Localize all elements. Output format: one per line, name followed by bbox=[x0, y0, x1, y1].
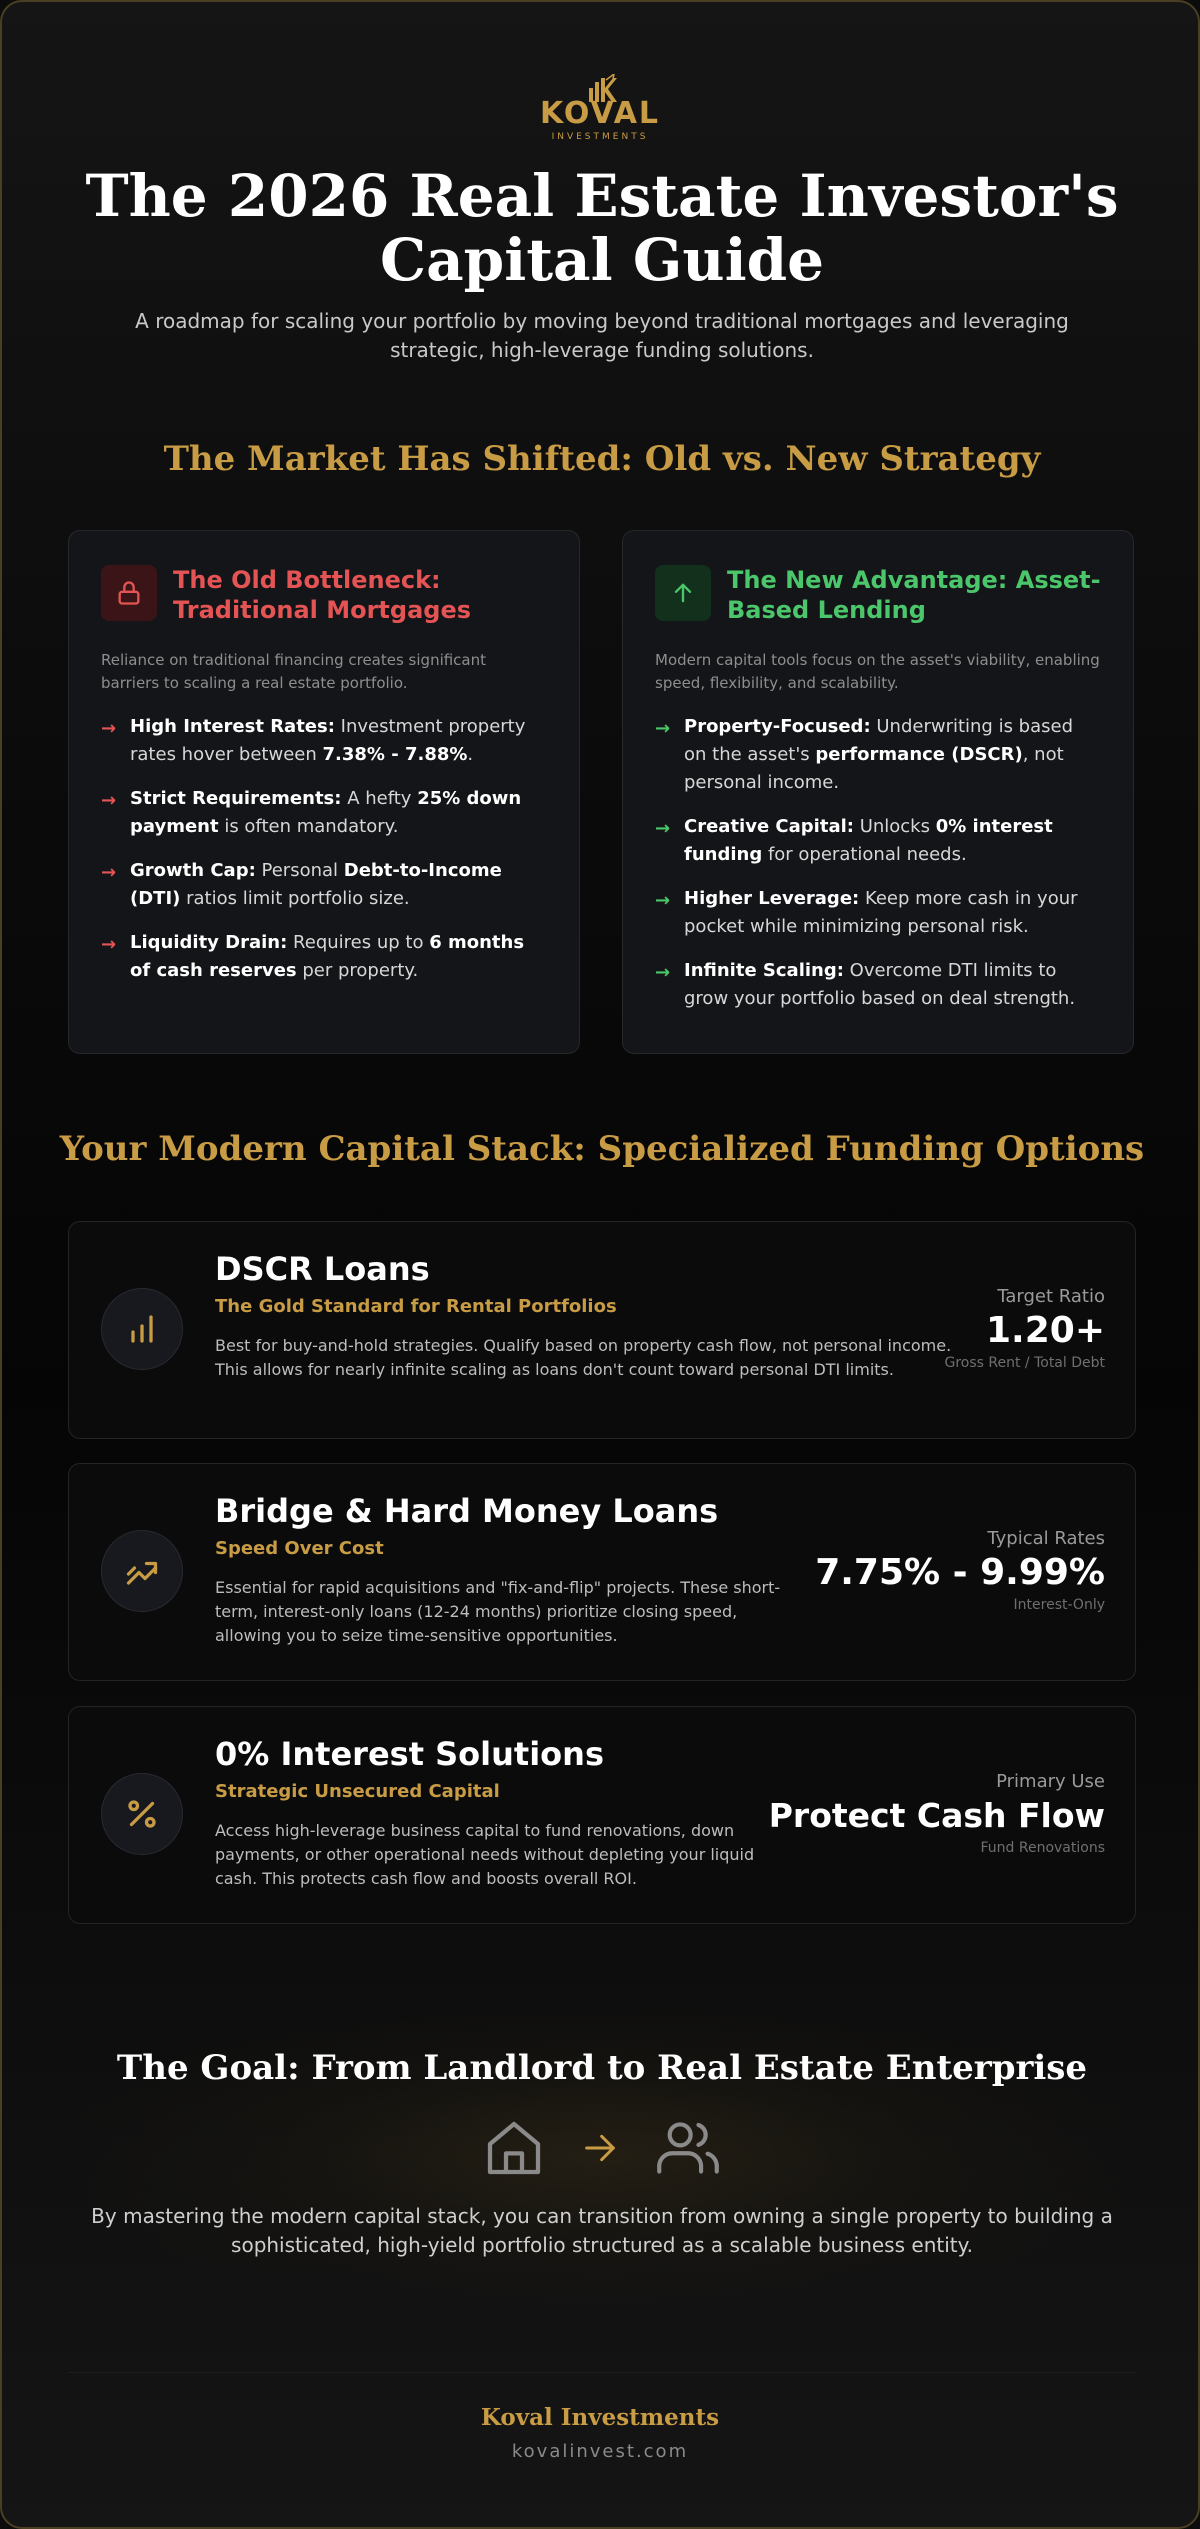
footer-url[interactable]: kovalinvest.com bbox=[511, 2441, 689, 2462]
text: Overcome DTI limits to grow your portfolio based on deal strength. bbox=[684, 960, 1076, 1009]
fund-tagline: Strategic Unsecured Capital bbox=[215, 1781, 500, 1802]
stat-sub: Gross Rent / Total Debt bbox=[944, 1355, 1105, 1371]
fund-stat bbox=[815, 1528, 1105, 1613]
list-item-text bbox=[130, 713, 547, 769]
home-icon bbox=[482, 2116, 546, 2184]
bar-chart-icon bbox=[101, 1288, 183, 1370]
page-subtitle: A roadmap for scaling your portfolio by moving beyond traditional mortgages and leveraging strategic, high-leverage funding solutions. bbox=[135, 309, 1069, 362]
stat-label: Target Ratio bbox=[997, 1286, 1105, 1307]
fund-description: Best for buy-and-hold strategies. Qualify based on property cash flow, not personal income. This allows for nearly infinite scaling as loans don't count toward personal DTI limits. bbox=[215, 1336, 952, 1379]
bold-text: Strict Requirements: bbox=[130, 788, 342, 809]
bold-text: 7.38% - 7.88% bbox=[322, 744, 468, 765]
bold-text: Higher Leverage: bbox=[684, 888, 860, 909]
arrow-right-icon: → bbox=[655, 890, 671, 911]
fund-title: DSCR Loans bbox=[215, 1250, 430, 1288]
stack-section-title: Your Modern Capital Stack: Specialized Funding Options bbox=[59, 1129, 1145, 1169]
new-card-title: The New Advantage: Asset-Based Lending bbox=[727, 566, 1101, 624]
list-item bbox=[101, 929, 547, 985]
brand-logo bbox=[2, 74, 1198, 142]
list-item bbox=[101, 713, 547, 769]
fund-description: Essential for rapid acquisitions and "fix-and-flip" projects. These short-term, interest-only loans (12-24 months) prioritize closing speed, allowing you to seize time-sensitive opportunities. bbox=[215, 1578, 781, 1645]
list-item-text bbox=[684, 885, 1101, 941]
arrow-right-icon: → bbox=[101, 718, 117, 739]
old-card-list bbox=[101, 713, 547, 985]
text: Requires up to bbox=[287, 932, 430, 953]
list-item-text bbox=[684, 813, 1101, 869]
stat-label: Typical Rates bbox=[987, 1528, 1105, 1549]
list-item-text bbox=[684, 713, 1101, 797]
list-item-text bbox=[130, 929, 547, 985]
list-item bbox=[655, 885, 1101, 941]
stat-sub: Interest-Only bbox=[1013, 1597, 1105, 1613]
fund-stat bbox=[769, 1771, 1105, 1856]
list-item bbox=[655, 813, 1101, 869]
text: Investment property rates hover between bbox=[130, 716, 526, 765]
list-item bbox=[101, 857, 547, 913]
text: A hefty bbox=[341, 788, 418, 809]
arrow-right-icon: → bbox=[655, 718, 671, 739]
text: for operational needs. bbox=[762, 844, 967, 865]
new-advantage-card bbox=[622, 530, 1134, 1054]
bold-text: High Interest Rates: bbox=[130, 716, 335, 737]
arrow-right-icon: → bbox=[655, 962, 671, 983]
text: per property. bbox=[296, 960, 419, 981]
text: is often mandatory. bbox=[218, 816, 399, 837]
fund-tagline: Speed Over Cost bbox=[215, 1538, 384, 1559]
stat-sub: Fund Renovations bbox=[980, 1840, 1105, 1856]
list-item-text bbox=[130, 857, 547, 913]
text: Keep more cash in your pocket while minimizing personal risk. bbox=[684, 888, 1078, 937]
new-card-list bbox=[655, 713, 1101, 1013]
brand-sub: INVESTMENTS bbox=[551, 132, 649, 142]
arrow-right-icon: → bbox=[655, 818, 671, 839]
new-card-description: Modern capital tools focus on the asset's viability, enabling speed, flexibility, and scalability. bbox=[655, 651, 1100, 692]
list-item bbox=[655, 957, 1101, 1013]
arrow-up-icon bbox=[655, 565, 711, 621]
market-section-title: The Market Has Shifted: Old vs. New Strategy bbox=[163, 439, 1041, 479]
fund-title: 0% Interest Solutions bbox=[215, 1735, 604, 1773]
lock-icon bbox=[101, 565, 157, 621]
bold-text: 25% down payment bbox=[130, 788, 522, 837]
stat-label: Primary Use bbox=[996, 1771, 1105, 1792]
fund-tagline: The Gold Standard for Rental Portfolios bbox=[215, 1296, 617, 1317]
list-item-text bbox=[130, 785, 547, 841]
fund-description: Access high-leverage business capital to fund renovations, down payments, or other operational needs without depleting your liquid cash. This protects cash flow and boosts overall ROI. bbox=[215, 1821, 755, 1888]
list-item bbox=[655, 713, 1101, 797]
list-item-text bbox=[684, 957, 1101, 1013]
goal-text: By mastering the modern capital stack, you can transition from owning a single property to building a sophisticated, high-yield portfolio structured as a scalable business entity. bbox=[91, 2204, 1113, 2257]
goal-title: The Goal: From Landlord to Real Estate Enterprise bbox=[116, 2048, 1088, 2088]
zero-interest-card bbox=[68, 1706, 1136, 1924]
bold-text: Growth Cap: bbox=[130, 860, 256, 881]
bold-text: Creative Capital: bbox=[684, 816, 854, 837]
old-card-title: The Old Bottleneck: Traditional Mortgages bbox=[173, 566, 472, 624]
trending-up-icon bbox=[101, 1530, 183, 1612]
bold-text: performance (DSCR) bbox=[815, 744, 1023, 765]
arrow-right-icon: → bbox=[101, 790, 117, 811]
goal-section bbox=[82, 2006, 1122, 2306]
page-title: The 2026 Real Estate Investor's Capital Guide bbox=[85, 162, 1119, 294]
bold-text: Property-Focused: bbox=[684, 716, 871, 737]
text: Personal bbox=[255, 860, 344, 881]
percent-icon bbox=[101, 1773, 183, 1855]
text: ratios limit portfolio size. bbox=[180, 888, 410, 909]
fund-title: Bridge & Hard Money Loans bbox=[215, 1492, 719, 1530]
old-bottleneck-card bbox=[68, 530, 580, 1054]
stat-value: Protect Cash Flow bbox=[768, 1796, 1105, 1835]
text: Unlocks bbox=[853, 816, 936, 837]
users-icon bbox=[654, 2116, 722, 2184]
fund-stat bbox=[944, 1286, 1105, 1371]
text: Underwriting is based on the asset's bbox=[684, 716, 1074, 765]
dscr-loans-card bbox=[68, 1221, 1136, 1439]
text: , not personal income. bbox=[684, 744, 1064, 793]
bold-text: 6 months of cash reserves bbox=[130, 932, 525, 981]
bold-text: 0% interest funding bbox=[684, 816, 1053, 865]
stat-value: 1.20+ bbox=[986, 1310, 1105, 1351]
old-card-description: Reliance on traditional financing creates significant barriers to scaling a real estate portfolio. bbox=[101, 651, 487, 692]
arrow-right-icon: → bbox=[101, 934, 117, 955]
footer-divider bbox=[68, 2372, 1136, 2373]
bold-text: Liquidity Drain: bbox=[130, 932, 288, 953]
goal-icons bbox=[82, 2116, 1122, 2184]
footer-brand: Koval Investments bbox=[480, 2404, 720, 2431]
arrow-right-icon bbox=[580, 2128, 620, 2172]
text: . bbox=[467, 744, 474, 765]
arrow-right-icon: → bbox=[101, 862, 117, 883]
stat-value: 7.75% - 9.99% bbox=[815, 1552, 1105, 1593]
list-item bbox=[101, 785, 547, 841]
bridge-loans-card bbox=[68, 1463, 1136, 1681]
bold-text: Debt-to-Income (DTI) bbox=[130, 860, 502, 909]
brand-name: KOVAL bbox=[539, 96, 661, 131]
bold-text: Infinite Scaling: bbox=[684, 960, 844, 981]
